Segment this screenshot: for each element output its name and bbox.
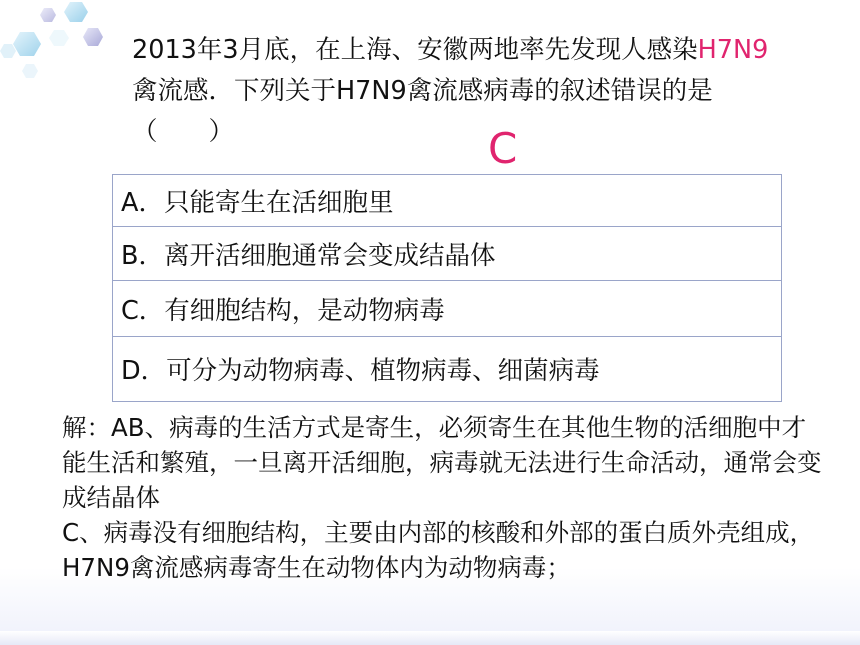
question-part1: 2013年3月底，在上海、安徽两地率先发现人感染 (132, 35, 698, 65)
question-part2: 禽流感．下列关于H7N9禽流感病毒的叙述错误的是（ ） (132, 76, 713, 147)
explanation (62, 410, 822, 585)
bottom-band (0, 631, 860, 645)
hexagon-cluster-icon (0, 0, 120, 80)
options-table (112, 174, 782, 402)
question-text (132, 30, 782, 153)
option-a: A．只能寄生在活细胞里 (113, 175, 781, 227)
question-highlight: H7N9 (697, 35, 769, 65)
option-c: C．有细胞结构，是动物病毒 (113, 281, 781, 337)
explanation-c: C、病毒没有细胞结构，主要由内部的核酸和外部的蛋白质外壳组成，H7N9禽流感病毒寄生在动物体内为动物病毒； (62, 518, 815, 582)
option-d: D．可分为动物病毒、植物病毒、细菌病毒 (121, 356, 600, 386)
answer-label: C (488, 124, 518, 173)
option-b: B．离开活细胞通常会变成结晶体 (113, 227, 781, 281)
explanation-ab: 解：AB、病毒的生活方式是寄生，必须寄生在其他生物的活细胞中才能生活和繁殖，一旦离开活细胞，病毒就无法进行生命活动，通常会变成结晶体 (62, 413, 822, 512)
